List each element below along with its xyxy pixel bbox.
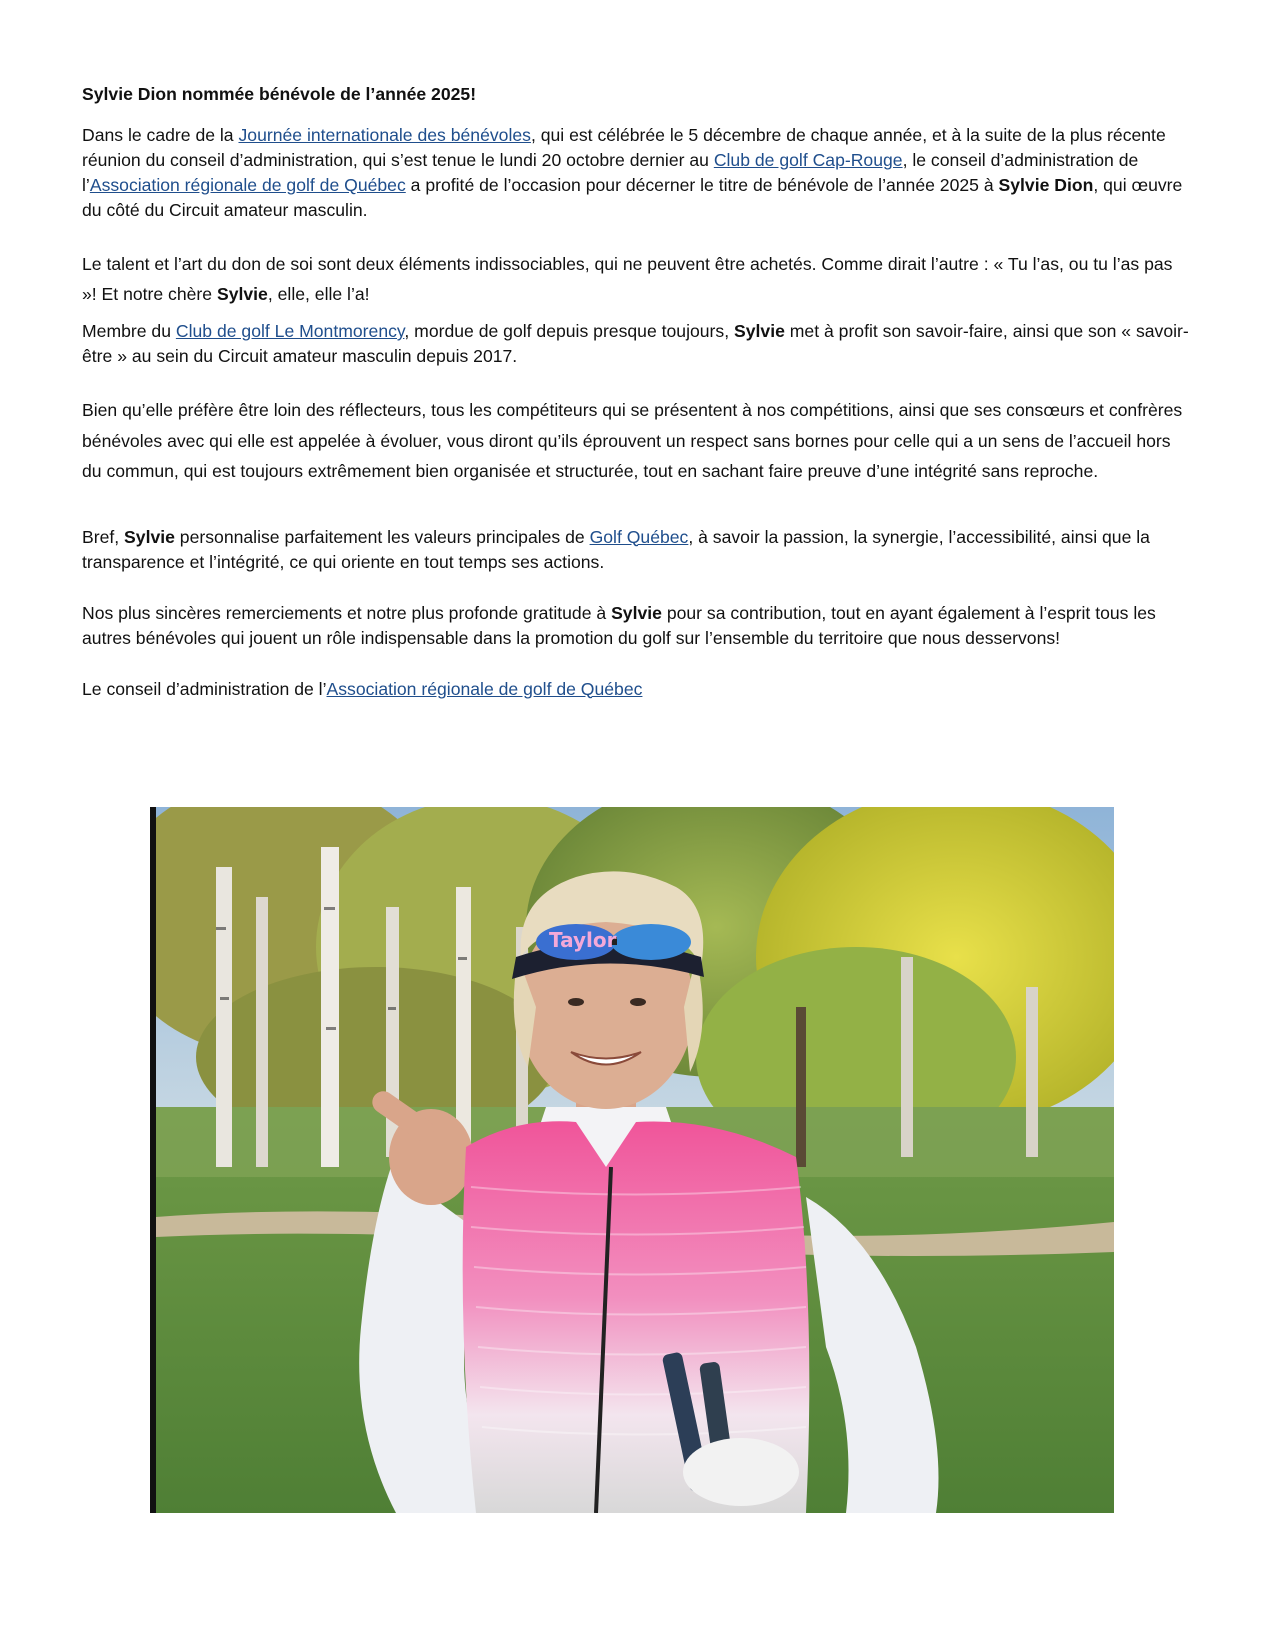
text: pour sa contribution, tout en ayant également à l’esprit tous les autres bénévoles qui jouent un rôle indispensable dans la promotion du golf sur l’ensemble du territoire que nous desservons! — [82, 602, 1156, 648]
text: Membre du — [82, 321, 176, 341]
text: personnalise parfaitement les valeurs principales de — [174, 526, 590, 547]
text: , le conseil d’administration de l’ — [82, 150, 1139, 195]
text: Nos plus sincères remerciements et notre plus profonde gratitude à — [82, 602, 612, 623]
photo-illustration — [156, 807, 1114, 1513]
bold-name: Sylvie — [611, 602, 662, 623]
paragraph-remerciements — [82, 601, 1192, 651]
text: , mordue de golf depuis presque toujours, — [404, 321, 734, 341]
link-club-montmorency[interactable]: Club de golf Le Montmorency — [175, 321, 405, 341]
text: Bref, — [82, 526, 125, 547]
text: , qui est célébrée le 5 décembre de chaque année, et à la suite de la plus récente réunion du conseil d’administration, qui s’est tenue le lundi 20 octobre dernier au — [82, 125, 1166, 170]
text: Le conseil d’administration de l’ — [82, 678, 327, 699]
text: , à savoir la passion, la synergie, l’accessibilité, ainsi que la transparence et l’intégrité, ce qui oriente en tout temps ses actions. — [82, 526, 1150, 572]
paragraph-announcement — [82, 123, 1192, 223]
bold-name: Sylvie — [734, 321, 785, 341]
text: met à profit son savoir-faire, ainsi que son « savoir-être » au sein du Circuit amateur masculin depuis 2017. — [82, 321, 1189, 366]
bold-name: Sylvie — [216, 284, 268, 304]
article-title: Sylvie Dion nommée bénévole de l’année 2025! — [82, 84, 477, 104]
paragraph-membre — [82, 319, 1192, 369]
paragraph-signature — [82, 677, 1192, 702]
bold-name: Sylvie Dion — [998, 175, 1094, 195]
text: Le talent et l’art du don de soi sont deux éléments indissociables, qui ne peuvent être achetés. Comme dirait l’autre : « Tu l’as, ou tu l’as pas »! Et notre chère — [82, 254, 1173, 304]
link-association-regionale[interactable]: Association régionale de golf de Québec — [89, 175, 406, 195]
text: , elle, elle l’a! — [267, 284, 370, 304]
link-journee-benevoles[interactable]: Journée internationale des bénévoles — [238, 125, 531, 145]
paragraph-valeurs — [82, 525, 1192, 575]
text: a profité de l’occasion pour décerner le titre de bénévole de l’année 2025 à — [405, 175, 999, 195]
link-association-regionale-signature[interactable]: Association régionale de golf de Québec — [326, 678, 643, 699]
text: , qui œuvre du côté du Circuit amateur masculin. — [82, 175, 1183, 220]
paragraph-reflecteurs: Bien qu’elle préfère être loin des réflecteurs, tous les compétiteurs qui se présentent à nos compétitions, ainsi que ses consœurs et confrères bénévoles avec qui elle est appelée à évoluer, vous diront qu’ils éprouvent un respect sans bornes pour celle qui a un sens de l’accueil hors du commun, qui est toujours extrêmement bien organisée et structurée, tout en sachant faire preuve d’une intégrité sans reproche. — [82, 400, 1183, 481]
article — [82, 82, 1192, 702]
text: Dans le cadre de la — [82, 125, 239, 145]
link-golf-quebec[interactable]: Golf Québec — [589, 526, 689, 547]
paragraph-talent — [82, 249, 1192, 309]
photo-sylvie-dion — [150, 807, 1114, 1513]
visor-logo: Taylor — [549, 928, 617, 952]
bold-name: Sylvie — [124, 526, 175, 547]
link-club-cap-rouge[interactable]: Club de golf Cap-Rouge — [713, 150, 903, 170]
